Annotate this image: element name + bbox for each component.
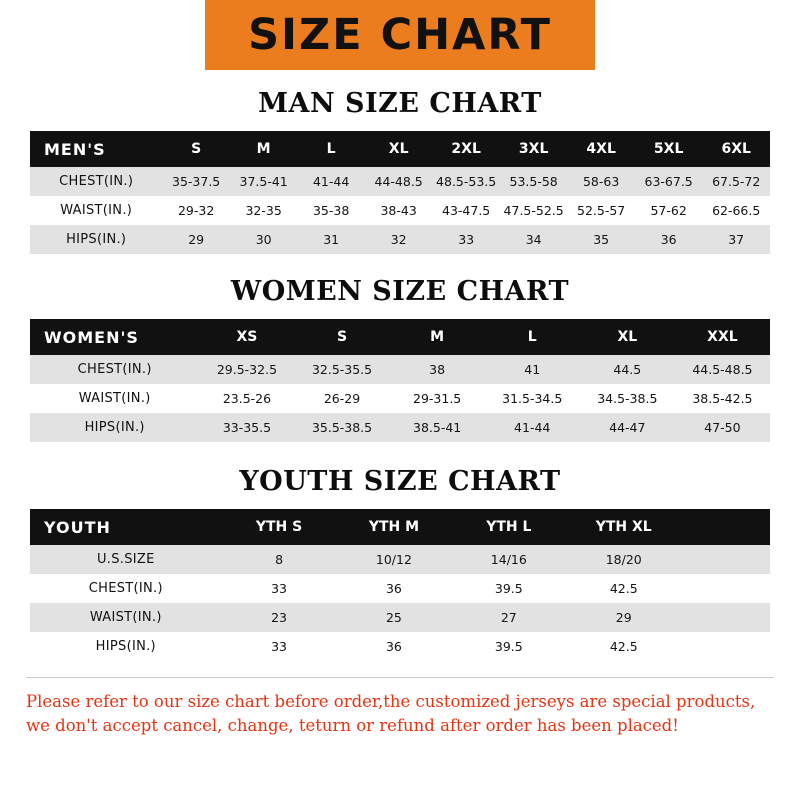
cell: 33 — [222, 574, 337, 603]
cell: 14/16 — [451, 545, 566, 574]
table-header-row — [30, 131, 770, 167]
col-header-xl: XL — [365, 131, 433, 167]
table-row — [30, 632, 770, 661]
cell: 38 — [390, 355, 485, 384]
cell: 44.5 — [580, 355, 675, 384]
cell: 58-63 — [567, 167, 635, 196]
col-header-l: L — [485, 319, 580, 355]
col-header-mens: MEN'S — [30, 131, 162, 167]
cell: 32 — [365, 225, 433, 254]
cell: 23 — [222, 603, 337, 632]
cell-spacer — [681, 545, 770, 574]
women-size-table — [30, 319, 770, 442]
col-header-yth-s: YTH S — [222, 509, 337, 545]
cell: 62-66.5 — [702, 196, 770, 225]
cell: 35 — [567, 225, 635, 254]
row-label-chest: CHEST(IN.) — [30, 355, 199, 384]
cell: 48.5-53.5 — [432, 167, 500, 196]
col-header-xl: XL — [580, 319, 675, 355]
col-header-womens: WOMEN'S — [30, 319, 199, 355]
cell: 8 — [222, 545, 337, 574]
youth-size-table — [30, 509, 770, 661]
cell: 43-47.5 — [432, 196, 500, 225]
women-section-title: WOMEN SIZE CHART — [230, 276, 570, 307]
cell: 29-31.5 — [390, 384, 485, 413]
cell: 41-44 — [297, 167, 365, 196]
cell: 47.5-52.5 — [500, 196, 568, 225]
col-header-2xl: 2XL — [432, 131, 500, 167]
row-label-hips: HIPS(IN.) — [30, 632, 222, 661]
cell-spacer — [681, 574, 770, 603]
cell: 23.5-26 — [199, 384, 294, 413]
cell: 33-35.5 — [199, 413, 294, 442]
col-header-s: S — [294, 319, 389, 355]
cell: 53.5-58 — [500, 167, 568, 196]
col-header-m: M — [390, 319, 485, 355]
youth-section-title: YOUTH SIZE CHART — [239, 466, 561, 497]
cell: 39.5 — [451, 574, 566, 603]
youth-size-table-wrap — [30, 509, 770, 661]
banner-right-block — [595, 0, 800, 70]
header-banner — [0, 0, 800, 70]
row-label-chest: CHEST(IN.) — [30, 167, 162, 196]
col-header-yth-xl: YTH XL — [566, 509, 681, 545]
cell: 42.5 — [566, 632, 681, 661]
man-size-table — [30, 131, 770, 254]
row-label-waist: WAIST(IN.) — [30, 196, 162, 225]
cell: 35-38 — [297, 196, 365, 225]
cell: 29-32 — [162, 196, 230, 225]
banner-left-block — [0, 0, 205, 70]
cell: 26-29 — [294, 384, 389, 413]
table-row — [30, 196, 770, 225]
col-header-4xl: 4XL — [567, 131, 635, 167]
cell: 35-37.5 — [162, 167, 230, 196]
table-row — [30, 574, 770, 603]
cell: 34 — [500, 225, 568, 254]
col-header-3xl: 3XL — [500, 131, 568, 167]
cell: 32.5-35.5 — [294, 355, 389, 384]
cell-spacer — [681, 603, 770, 632]
cell: 10/12 — [336, 545, 451, 574]
cell: 33 — [432, 225, 500, 254]
cell: 33 — [222, 632, 337, 661]
cell: 67.5-72 — [702, 167, 770, 196]
cell: 42.5 — [566, 574, 681, 603]
cell: 38-43 — [365, 196, 433, 225]
cell: 44.5-48.5 — [675, 355, 770, 384]
cell: 37.5-41 — [230, 167, 298, 196]
man-section-title: MAN SIZE CHART — [258, 88, 542, 119]
cell: 29.5-32.5 — [199, 355, 294, 384]
table-header-row — [30, 509, 770, 545]
row-label-hips: HIPS(IN.) — [30, 413, 199, 442]
cell: 31 — [297, 225, 365, 254]
cell: 36 — [336, 574, 451, 603]
col-header-xxl: XXL — [675, 319, 770, 355]
cell: 47-50 — [675, 413, 770, 442]
col-header-xs: XS — [199, 319, 294, 355]
disclaimer-note — [26, 677, 774, 738]
cell: 44-47 — [580, 413, 675, 442]
cell: 41 — [485, 355, 580, 384]
disclaimer-line-1: Please refer to our size chart before order,the customized jerseys are special products, — [26, 692, 756, 711]
women-size-table-wrap — [30, 319, 770, 442]
cell: 38.5-42.5 — [675, 384, 770, 413]
man-size-table-wrap — [30, 131, 770, 254]
cell: 27 — [451, 603, 566, 632]
cell: 37 — [702, 225, 770, 254]
cell: 41-44 — [485, 413, 580, 442]
cell: 44-48.5 — [365, 167, 433, 196]
cell-spacer — [681, 632, 770, 661]
cell: 63-67.5 — [635, 167, 703, 196]
disclaimer-line-2: we don't accept cancel, change, teturn or refund after order has been placed! — [26, 715, 679, 735]
table-row — [30, 545, 770, 574]
table-row — [30, 167, 770, 196]
cell: 52.5-57 — [567, 196, 635, 225]
col-header-youth: YOUTH — [30, 509, 222, 545]
cell: 38.5-41 — [390, 413, 485, 442]
page-title: SIZE CHART — [248, 9, 552, 60]
table-row — [30, 603, 770, 632]
row-label-hips: HIPS(IN.) — [30, 225, 162, 254]
table-header-row — [30, 319, 770, 355]
col-header-6xl: 6XL — [702, 131, 770, 167]
row-label-us-size: U.S.SIZE — [30, 545, 222, 574]
table-row — [30, 225, 770, 254]
col-header-yth-m: YTH M — [336, 509, 451, 545]
col-header-5xl: 5XL — [635, 131, 703, 167]
col-header-m: M — [230, 131, 298, 167]
table-row — [30, 384, 770, 413]
col-header-yth-l: YTH L — [451, 509, 566, 545]
row-label-chest: CHEST(IN.) — [30, 574, 222, 603]
cell: 36 — [635, 225, 703, 254]
row-label-waist: WAIST(IN.) — [30, 384, 199, 413]
cell: 29 — [162, 225, 230, 254]
cell: 39.5 — [451, 632, 566, 661]
table-row — [30, 413, 770, 442]
cell: 29 — [566, 603, 681, 632]
col-header-l: L — [297, 131, 365, 167]
row-label-waist: WAIST(IN.) — [30, 603, 222, 632]
cell: 25 — [336, 603, 451, 632]
table-row — [30, 355, 770, 384]
cell: 18/20 — [566, 545, 681, 574]
cell: 36 — [336, 632, 451, 661]
col-header-s: S — [162, 131, 230, 167]
cell: 34.5-38.5 — [580, 384, 675, 413]
cell: 30 — [230, 225, 298, 254]
cell: 31.5-34.5 — [485, 384, 580, 413]
col-header-spacer — [681, 509, 770, 545]
cell: 32-35 — [230, 196, 298, 225]
cell: 57-62 — [635, 196, 703, 225]
cell: 35.5-38.5 — [294, 413, 389, 442]
